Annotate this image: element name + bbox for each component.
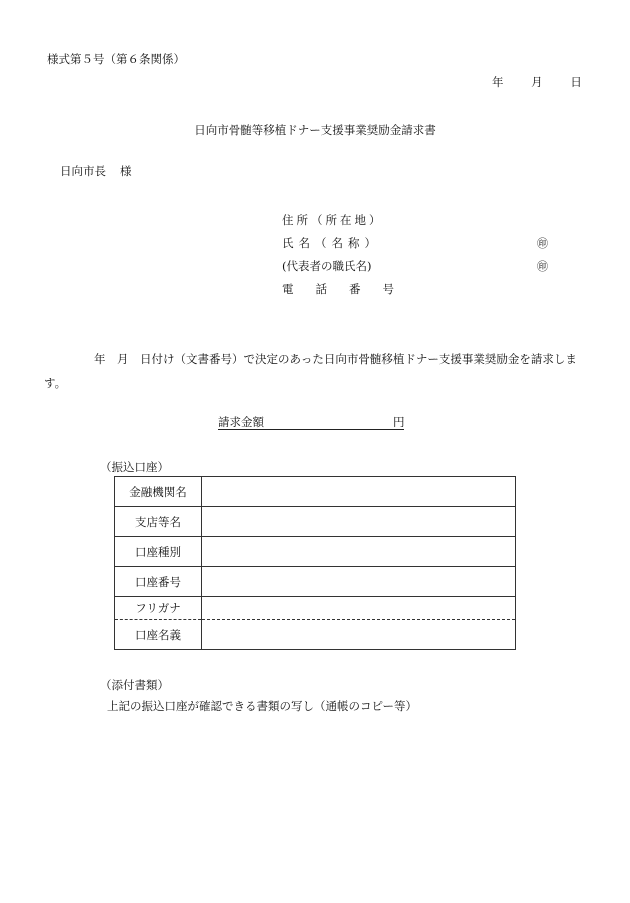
claim-amount-label: 請求金額 <box>218 415 264 429</box>
phone-label-char: 話 <box>315 282 327 296</box>
form-number: 様式第５号（第６条関係） <box>47 52 185 66</box>
phone-label-char: 電 <box>282 282 294 296</box>
request-statement <box>44 347 584 395</box>
date-day: 日 <box>570 75 582 89</box>
account-type-field[interactable] <box>202 537 516 567</box>
table-row <box>115 507 516 537</box>
furigana-field[interactable] <box>202 597 516 620</box>
table-row <box>115 597 516 620</box>
claim-amount <box>218 414 405 430</box>
bank-name-label: 金融機関名 <box>115 477 202 507</box>
branch-name-field[interactable] <box>202 507 516 537</box>
table-row <box>115 477 516 507</box>
claim-amount-underline <box>218 429 404 430</box>
document-title: 日向市骨髄等移植ドナー支援事業奨励金請求書 <box>194 123 436 137</box>
phone-label-char: 番 <box>349 282 361 296</box>
date-year: 年 <box>492 75 504 89</box>
account-holder-field[interactable] <box>202 620 516 650</box>
attachments-text: 上記の振込口座が確認できる書類の写し（通帳のコピー等） <box>107 699 418 713</box>
bank-name-field[interactable] <box>202 477 516 507</box>
addressee-honorific: 様 <box>120 164 132 178</box>
seal-mark-representative: ㊞ <box>537 260 548 273</box>
phone-label-char: 号 <box>382 282 394 296</box>
address-label: 住所（所在地） <box>282 213 384 227</box>
seal-mark-name: ㊞ <box>537 237 548 250</box>
request-statement-text: 年 月 日付け（文書番号）で決定のあった日向市骨髄移植ドナー支援事業奨励金を請求します。 <box>44 352 577 390</box>
account-holder-label: 口座名義 <box>115 620 202 650</box>
addressee <box>60 163 132 179</box>
attachments-heading: （添付書類） <box>100 678 169 692</box>
bank-heading: （振込口座） <box>100 460 169 474</box>
account-type-label: 口座種別 <box>115 537 202 567</box>
date-line <box>492 74 582 90</box>
representative-label: (代表者の職氏名) <box>282 259 372 273</box>
date-month: 月 <box>531 75 543 89</box>
table-row <box>115 620 516 650</box>
furigana-label: フリガナ <box>115 597 202 620</box>
table-row <box>115 567 516 597</box>
claim-amount-unit: 円 <box>393 415 405 429</box>
branch-name-label: 支店等名 <box>115 507 202 537</box>
account-number-field[interactable] <box>202 567 516 597</box>
phone-label <box>282 281 416 297</box>
addressee-name: 日向市長 <box>60 164 106 178</box>
table-row <box>115 537 516 567</box>
bank-account-table <box>114 476 516 650</box>
account-number-label: 口座番号 <box>115 567 202 597</box>
name-label: 氏名（名称） <box>282 236 381 250</box>
